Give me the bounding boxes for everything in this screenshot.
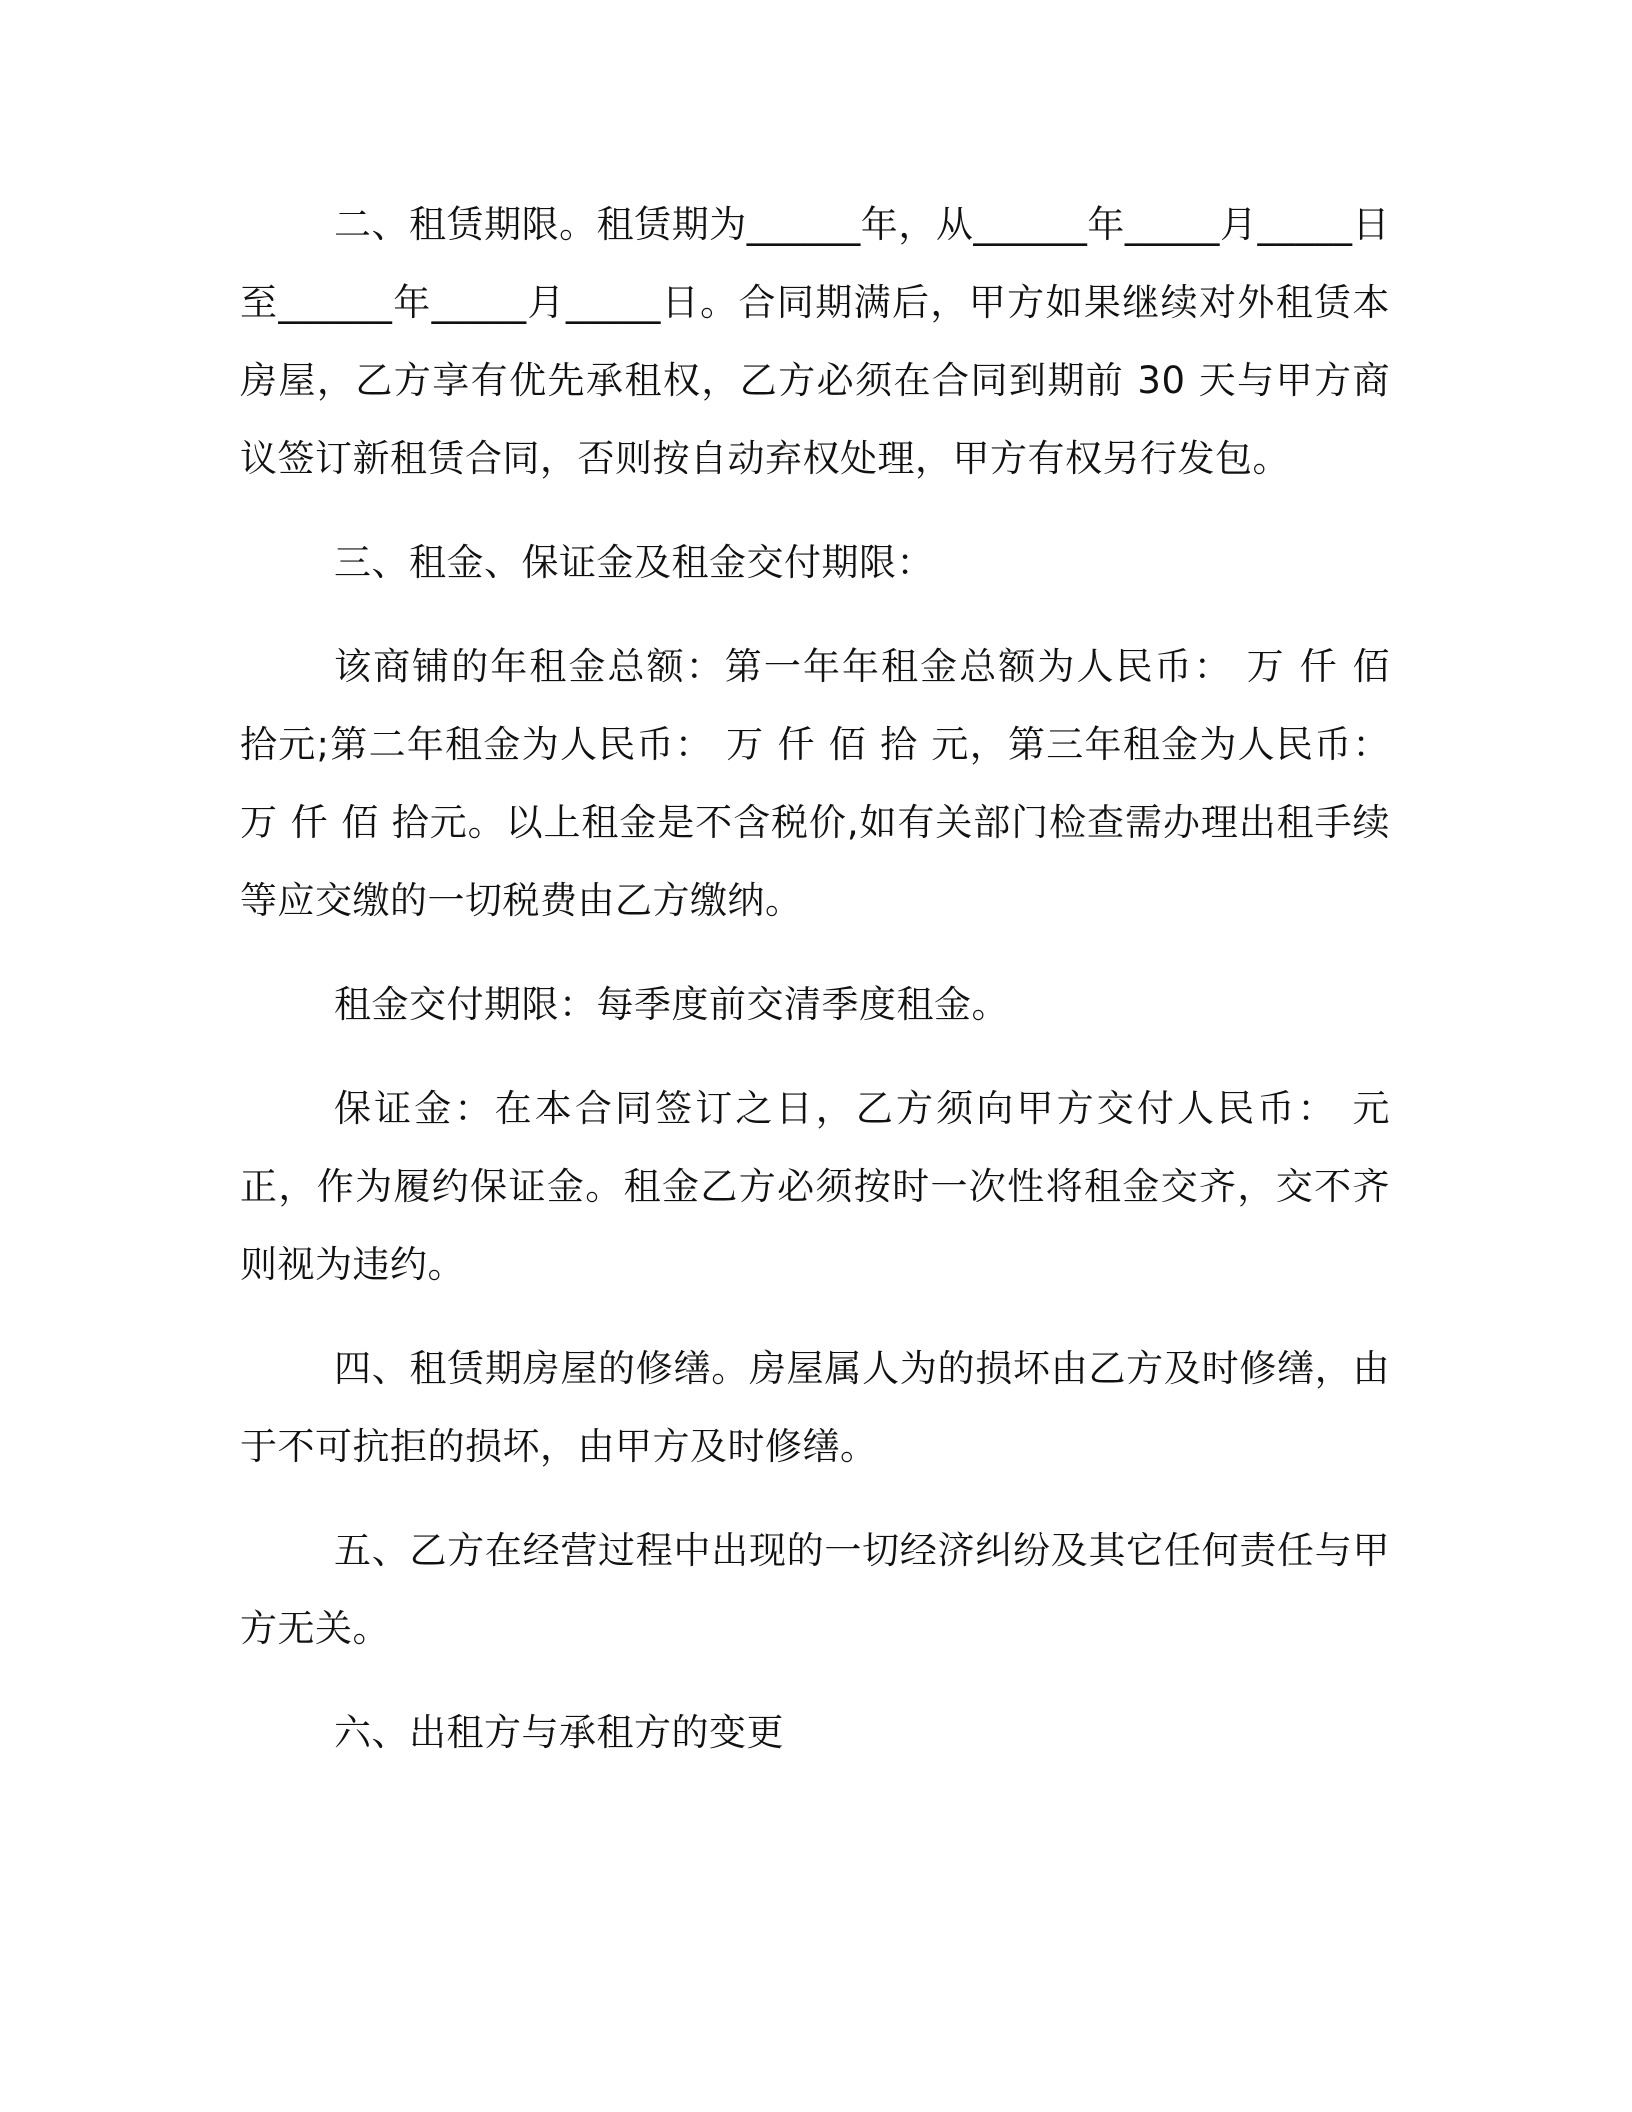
clause-party-changes-heading: 六、出租方与承租方的变更 [334, 1711, 784, 1754]
clause-rent-payment-deadline: 租金交付期限：每季度前交清季度租金。 [334, 983, 1009, 1026]
clause-annual-rent: 该商铺的年租金总额：第一年年租金总额为人民币： 万 仟 佰 拾元;第二年租金为人民币： 万 仟 佰 拾 元，第三年租金为人民币： 万 仟 佰 拾元。以上租金是不含税价,如有关部门检查需办理出租手续等应交缴的一切税费由乙方缴纳。 [240, 645, 1390, 922]
clause-lease-term: 二、租赁期限。租赁期为______年，从______年_____月_____日至______年_____月_____日。合同期满后，甲方如果继续对外租赁本房屋，乙方享有优先承租权，乙方必须在合同到期前 30 天与甲方商议签订新租赁合同，否则按自动弃权处理，甲方有权另行发包。 [240, 203, 1390, 480]
clause-repairs: 四、租赁期房屋的修缮。房屋属人为的损坏由乙方及时修缮，由于不可抗拒的损坏，由甲方及时修缮。 [240, 1347, 1390, 1468]
clause-disputes: 五、乙方在经营过程中出现的一切经济纠纷及其它任何责任与甲方无关。 [240, 1529, 1390, 1650]
clause-rent-heading: 三、租金、保证金及租金交付期限： [334, 541, 934, 584]
clause-deposit: 保证金：在本合同签订之日，乙方须向甲方交付人民币： 元正，作为履约保证金。租金乙方必须按时一次性将租金交齐，交不齐则视为违约。 [240, 1087, 1390, 1286]
document-body [240, 186, 1390, 1798]
